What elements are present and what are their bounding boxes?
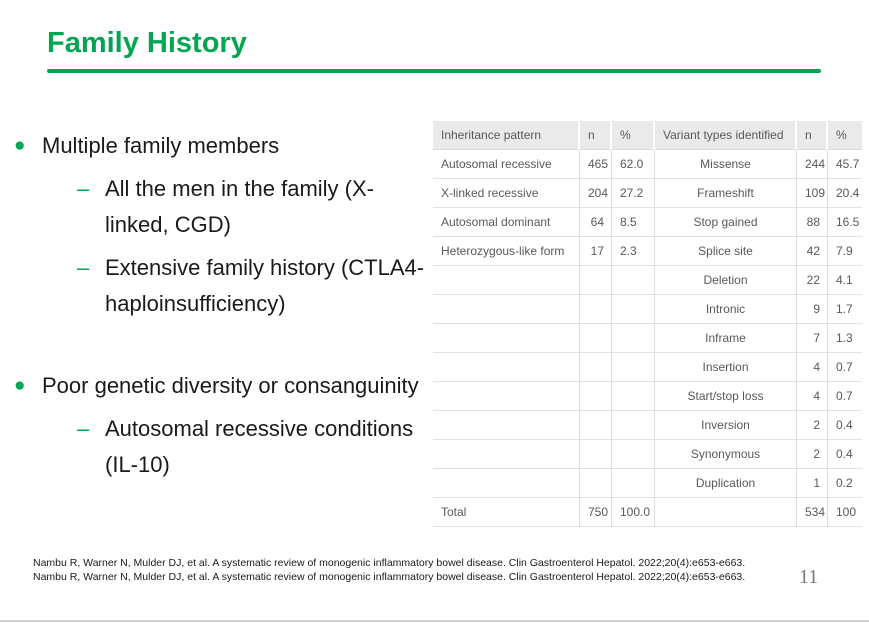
sub-bullet-item [77, 171, 434, 243]
table-cell: 465 [580, 150, 612, 179]
bottom-divider [0, 620, 869, 622]
table-row [433, 150, 862, 179]
table-cell [433, 353, 580, 382]
column-header: n [580, 121, 612, 150]
title-underline [47, 69, 821, 73]
table-cell: 8.5 [612, 208, 655, 237]
table-cell: 7.9 [828, 237, 862, 266]
table-cell: 20.4 [828, 179, 862, 208]
table-cell [580, 469, 612, 498]
table-cell: 0.7 [828, 353, 862, 382]
table-cell: 109 [797, 179, 828, 208]
table-cell [580, 382, 612, 411]
table-row [433, 469, 862, 498]
table-cell: Inversion [655, 411, 797, 440]
table-cell: 244 [797, 150, 828, 179]
bullet-dash-icon: – [77, 255, 90, 280]
column-header: n [797, 121, 828, 150]
bullet-group [14, 128, 434, 322]
table-cell: Start/stop loss [655, 382, 797, 411]
table-cell: Heterozygous-like form [433, 237, 580, 266]
bullet-item [14, 128, 434, 164]
table-cell: 42 [797, 237, 828, 266]
table-row [433, 411, 862, 440]
data-table [433, 121, 862, 527]
table-cell: 17 [580, 237, 612, 266]
bullet-dot-icon: ● [14, 135, 26, 156]
bullet-item [14, 368, 434, 404]
table-cell: 1.3 [828, 324, 862, 353]
table-cell [612, 440, 655, 469]
bullet-text: Extensive family history (CTLA4-haploinsufficiency) [105, 255, 425, 316]
table-cell [433, 440, 580, 469]
table-cell: Frameshift [655, 179, 797, 208]
table-cell: 204 [580, 179, 612, 208]
table-cell: Duplication [655, 469, 797, 498]
citation: Nambu R, Warner N, Mulder DJ, et al. A systematic review of monogenic inflammatory bowel disease. Clin Gastroenterol Hepatol. 2022;20(4):e653-e663. [33, 557, 746, 569]
table-cell [580, 295, 612, 324]
table-row [433, 179, 862, 208]
table-cell [580, 266, 612, 295]
table-cell: Autosomal recessive [433, 150, 580, 179]
bullet-text: Autosomal recessive conditions (IL-10) [105, 416, 414, 477]
table-row [433, 237, 862, 266]
table-header-row [433, 121, 862, 150]
table-cell: 9 [797, 295, 828, 324]
table-cell [580, 353, 612, 382]
table-cell [433, 295, 580, 324]
table-row [433, 382, 862, 411]
table-cell [612, 324, 655, 353]
bullet-dash-icon: – [77, 176, 90, 201]
column-header: Inheritance pattern [433, 121, 580, 150]
table-cell: 22 [797, 266, 828, 295]
table-row [433, 295, 862, 324]
table-cell: 2 [797, 440, 828, 469]
table-cell [433, 266, 580, 295]
column-header: Variant types identified [655, 121, 797, 150]
table-row [433, 266, 862, 295]
table-cell: 88 [797, 208, 828, 237]
bullet-group [14, 368, 434, 483]
table-cell: 62.0 [612, 150, 655, 179]
table-cell: 1.7 [828, 295, 862, 324]
table-cell: 16.5 [828, 208, 862, 237]
sub-bullet-item [77, 411, 434, 483]
table-cell: Splice site [655, 237, 797, 266]
bullet-dash-icon: – [77, 416, 90, 441]
table-cell: 64 [580, 208, 612, 237]
table-cell: 0.4 [828, 411, 862, 440]
sub-bullet-item [77, 250, 434, 322]
bullet-text: Multiple family members [42, 133, 280, 158]
table-cell: 0.2 [828, 469, 862, 498]
citation: Nambu R, Warner N, Mulder DJ, et al. A systematic review of monogenic inflammatory bowel disease. Clin Gastroenterol Hepatol. 2022;20(4):e653-e663. [33, 571, 746, 584]
table-cell [612, 295, 655, 324]
table-cell: 27.2 [612, 179, 655, 208]
table-body [433, 150, 862, 527]
bullet-text: All the men in the family (X-linked, CGD) [105, 176, 374, 237]
table-cell [612, 469, 655, 498]
table-cell: 0.7 [828, 382, 862, 411]
bullet-list [14, 128, 434, 529]
table-cell: 7 [797, 324, 828, 353]
table-cell: Stop gained [655, 208, 797, 237]
page-number: 11 [799, 566, 819, 588]
table-cell: 2.3 [612, 237, 655, 266]
table-cell: Synonymous [655, 440, 797, 469]
table-cell [612, 382, 655, 411]
table-cell: 4.1 [828, 266, 862, 295]
table-cell: Autosomal dominant [433, 208, 580, 237]
table-cell: X-linked recessive [433, 179, 580, 208]
table-cell [580, 440, 612, 469]
table-cell: Deletion [655, 266, 797, 295]
table-cell: 534 [797, 498, 828, 527]
table-cell: Inframe [655, 324, 797, 353]
table-cell [612, 353, 655, 382]
column-header: % [828, 121, 862, 150]
table-cell [580, 411, 612, 440]
bullet-text: Poor genetic diversity or consanguinity [42, 373, 419, 398]
table-cell: Total [433, 498, 580, 527]
table-row [433, 208, 862, 237]
table-cell: Insertion [655, 353, 797, 382]
table-cell [655, 498, 797, 527]
table-cell: 4 [797, 353, 828, 382]
table-row [433, 353, 862, 382]
table-cell: 4 [797, 382, 828, 411]
table-cell [612, 266, 655, 295]
table-cell: 100.0 [612, 498, 655, 527]
table-cell: 750 [580, 498, 612, 527]
table-row [433, 324, 862, 353]
table-cell: 100 [828, 498, 862, 527]
bullet-dot-icon: ● [14, 375, 26, 396]
table-row [433, 440, 862, 469]
table-cell: 0.4 [828, 440, 862, 469]
table-cell: Missense [655, 150, 797, 179]
table-cell: Intronic [655, 295, 797, 324]
table-row [433, 498, 862, 527]
data-table-wrap [433, 121, 862, 527]
table-cell [433, 469, 580, 498]
table-cell [433, 411, 580, 440]
table-cell [433, 324, 580, 353]
table-cell [612, 411, 655, 440]
table-cell: 45.7 [828, 150, 862, 179]
table-cell: 1 [797, 469, 828, 498]
table-cell [433, 382, 580, 411]
page-title: Family History [47, 27, 247, 59]
citation-list [33, 556, 781, 585]
column-header: % [612, 121, 655, 150]
table-cell: 2 [797, 411, 828, 440]
table-cell [580, 324, 612, 353]
